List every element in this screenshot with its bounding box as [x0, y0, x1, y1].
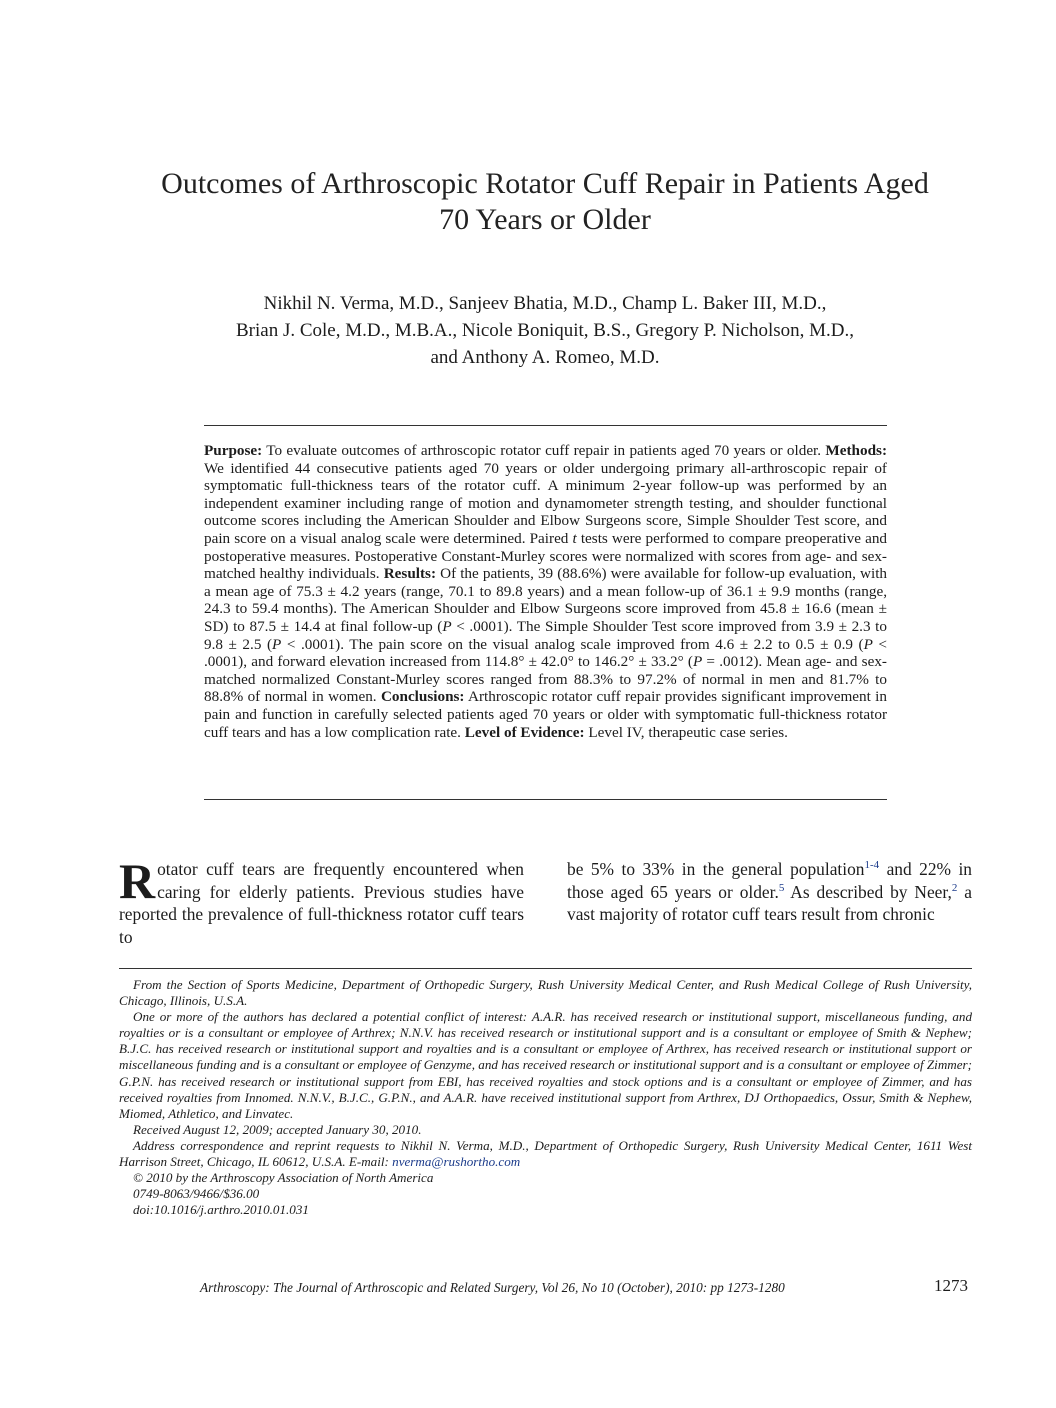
results-text: < .0001). The pain score on the visual analog scale improved from 4.6 ± 2.2 to 0.5 ± 0.9 (: [281, 635, 864, 653]
body-column-right: [567, 858, 972, 926]
received-note: Received August 12, 2009; accepted January 30, 2010.: [133, 1121, 422, 1137]
abstract-bottom-rule: [204, 799, 887, 800]
body-text: and 22% in those aged 65 years or older.: [567, 859, 972, 902]
level-of-evidence-text: Level IV, therapeutic case series.: [588, 723, 788, 741]
results-text: < .0001). The Simple Shoulder Test score improved from 3.9 ± 2.3 to 9.8 ± 2.5 (: [204, 617, 887, 653]
results-text: = .0012). Mean age- and sex-matched normalized Constant-Murley scores ranged from 88.3% to 97.2% of normal in men and 81.7% to 88.8% of normal in women.: [204, 653, 887, 706]
article-title: [100, 166, 990, 238]
methods-text: We identified 44 consecutive patients aged 70 years or older undergoing primary all-arthroscopic repair of symptomatic full-thickness tears of the rotator cuff. A minimum 2-year follow-up was performed by an independent examiner including range of motion and dynamometer strength testing, and shoulder functional outcome scores including the American Shoulder and Elbow Surgeons score, Simple Shoulder Test score, and pain score on a visual analog scale were determined. Paired: [204, 459, 887, 547]
results-text: Of the patients, 39 (88.6%) were available for follow-up evaluation, with a mean age of 75.3 ± 4.2 years (range, 70.1 to 89.8 years) and a mean follow-up of 36.1 ± 9.9 months (range, 24.3 to 59.4 months). The American Shoulder and Elbow Surgeons score improved from 45.8 ± 16.6 (mean ± SD) to 87.5 ± 14.4 at final follow-up (: [204, 565, 888, 635]
title-line: Outcomes of Arthroscopic Rotator Cuff Repair in Patients Aged: [161, 167, 929, 200]
p-symbol: P: [272, 635, 282, 653]
results-label: Results:: [383, 565, 437, 583]
body-text: a vast majority of rotator cuff tears result from chronic: [567, 881, 972, 925]
p-symbol: P: [692, 653, 703, 671]
conflict-note: One or more of the authors has declared a potential conflict of interest: A.A.R. has received research or institutional support, miscellaneous funding, and royalties or is a consultant or employee of Arthrex; N.N.V. has received research or institutional support and is a consultant or employee of Smith & Nephew; B.J.C. has received research or institutional support and royalties and is a consultant or employee of Arthrex, has received research or institutional support or miscellaneous funding and is a consultant or employee of Genzyme, and has received research or institutional support and is a consultant or employee of Zimmer; G.P.N. has received research or institutional support from EBI, has received royalties and stock options and is a consultant or employee of Zimmer, and has received royalties from Innomed. N.N.V., B.J.C., G.P.N., and A.A.R. have received institutional support from Arthrex, DJ Orthopaedics, Ossur, Smith & Nephew, Miomed, Athletico, and Linvatec.: [119, 1009, 972, 1121]
reference-link[interactable]: 1-4: [864, 859, 880, 872]
address-text: Address correspondence and reprint requests to Nikhil N. Verma, M.D., Department of Orthopedic Surgery, Rush University Medical Center, 1611 West Harrison Street, Chicago, IL 60612, U.S.A. E-mail:: [119, 1137, 972, 1170]
issn-note: 0749-8063/9466/$36.00: [133, 1186, 260, 1202]
email-link[interactable]: nverma@rushortho.com: [392, 1154, 521, 1170]
copyright-note: © 2010 by the Arthroscopy Association of North America: [133, 1170, 434, 1186]
doi-note: doi:10.1016/j.arthro.2010.01.031: [133, 1202, 309, 1218]
body-text: As described by Neer,: [784, 881, 952, 902]
abstract: [204, 442, 887, 741]
level-of-evidence-label: Level of Evidence:: [464, 723, 585, 741]
drop-cap: R: [119, 853, 156, 909]
conclusions-text: Arthroscopic rotator cuff repair provides significant improvement in pain and function in carefully selected patients aged 70 years or older with symptomatic full-thickness rotator cuff tears and has a low complication rate.: [204, 688, 887, 741]
body-column-left: [119, 853, 524, 948]
p-symbol: P: [442, 617, 452, 635]
authors-line: Nikhil N. Verma, M.D., Sanjeev Bhatia, M.D., Champ L. Baker III, M.D.,: [263, 293, 827, 314]
footnotes: [119, 977, 972, 1218]
title-line: 70 Years or Older: [439, 203, 651, 236]
affiliation-note: From the Section of Sports Medicine, Department of Orthopedic Surgery, Rush University Medical Center, and Rush Medical College of Rush University, Chicago, Illinois, U.S.A.: [119, 977, 972, 1009]
body-text: otator cuff tears are frequently encountered when caring for elderly patients. Previous studies have reported the prevalence of full-thickness rotator cuff tears to: [119, 859, 524, 947]
authors-line: and Anthony A. Romeo, M.D.: [430, 347, 660, 368]
conclusions-label: Conclusions:: [380, 688, 465, 706]
page-number: 1273: [934, 1276, 968, 1295]
purpose-text: To evaluate outcomes of arthroscopic rotator cuff repair in patients aged 70 years or older.: [266, 442, 822, 459]
journal-citation: Arthroscopy: The Journal of Arthroscopic and Related Surgery, Vol 26, No 10 (October), 2010: pp 1273-1280: [200, 1280, 785, 1295]
methods-t-symbol: t: [572, 529, 577, 547]
abstract-top-rule: [204, 425, 887, 426]
purpose-label: Purpose:: [204, 442, 263, 459]
footnote-rule: [119, 968, 972, 969]
p-symbol: P: [863, 635, 873, 653]
address-note: [119, 1138, 972, 1170]
methods-text-cont: tests were performed to compare preoperative and postoperative measures. Postoperative Constant-Murley scores were normalized with scores from age- and sex-matched healthy individuals.: [204, 529, 888, 583]
results-text: < .0001), and forward elevation increased from 114.8° ± 42.0° to 146.2° ± 33.2° (: [204, 635, 887, 671]
reference-link[interactable]: 2: [951, 881, 958, 894]
author-list: [120, 290, 970, 371]
authors-line: Brian J. Cole, M.D., M.B.A., Nicole Boniquit, B.S., Gregory P. Nicholson, M.D.,: [235, 320, 855, 341]
methods-label: Methods:: [825, 442, 888, 459]
reference-link[interactable]: 5: [778, 881, 785, 894]
body-text: be 5% to 33% in the general population: [567, 859, 865, 879]
